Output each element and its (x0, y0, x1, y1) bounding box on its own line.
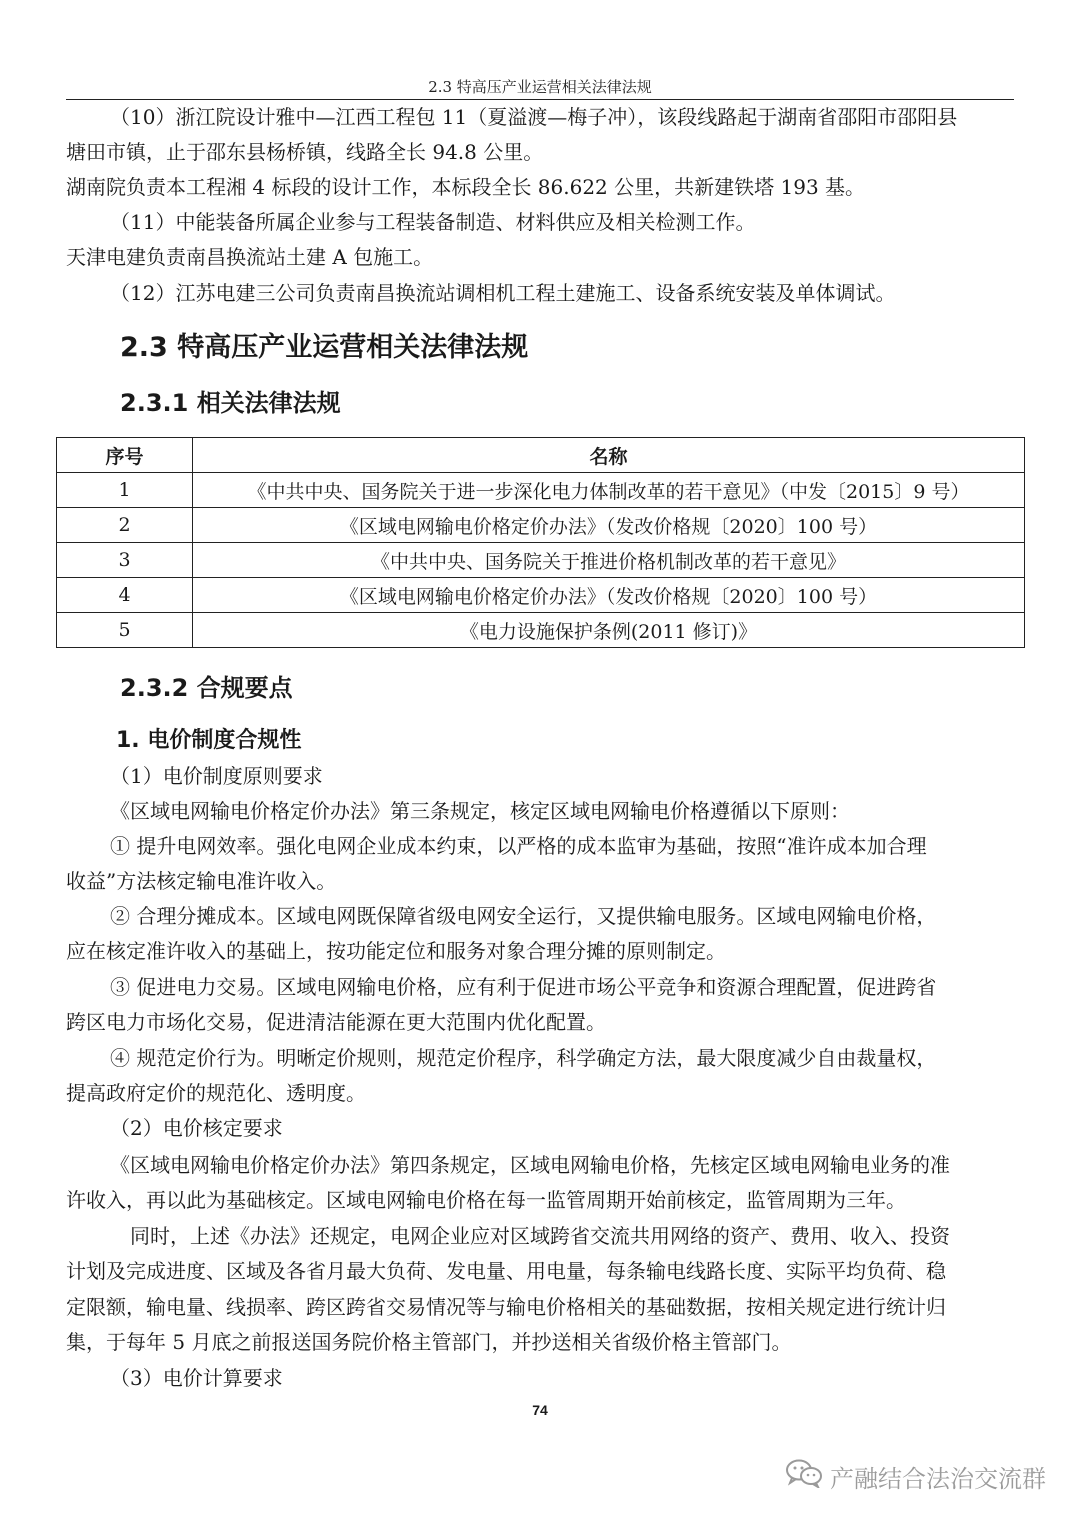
column-header-name: 名称 (193, 438, 1025, 473)
row-number: 2 (57, 508, 193, 543)
row-law-name: 《中共中央、国务院关于进一步深化电力体制改革的若干意见》（中发〔2015〕9 号） (193, 473, 1025, 508)
row-law-name: 《区域电网输电价格定价办法》（发改价格规〔2020〕100 号） (193, 508, 1025, 543)
page-number: 74 (532, 1402, 548, 1418)
paragraph-line: 天津电建负责南昌换流站土建 A 包施工。 (66, 245, 434, 269)
row-number: 5 (57, 613, 193, 648)
paragraph-line: 湖南院负责本工程湘 4 标段的设计工作，本标段全长 86.622 公里，共新建铁塔 193 基。 (66, 175, 866, 199)
paragraph-line: 《区域电网输电价格定价办法》第三条规定，核定区域电网输电价格遵循以下原则： (110, 799, 850, 823)
watermark (784, 1458, 1046, 1494)
paragraph-line: 应在核定准许收入的基础上，按功能定位和服务对象合理分摊的原则制定。 (66, 939, 726, 963)
paragraph-line: 同时，上述《办法》还规定，电网企业应对区域跨省交流共用网络的资产、费用、收入、投资 (130, 1224, 950, 1248)
paragraph-line: （10）浙江院设计雅中—江西工程包 11（夏溢渡—梅子冲），该段线路起于湖南省邵阳市邵阳县 (110, 105, 958, 129)
row-number: 4 (57, 578, 193, 613)
row-number: 1 (57, 473, 193, 508)
paragraph-line: 许收入，再以此为基础核定。区域电网输电价格在每一监管周期开始前核定，监管周期为三年。 (66, 1188, 906, 1212)
wechat-icon (784, 1458, 824, 1494)
section-heading: 2.3 特高压产业运营相关法律法规 (120, 332, 529, 363)
paragraph-line: 收益”方法核定输电准许收入。 (66, 869, 337, 893)
table-row (57, 613, 1025, 648)
paragraph-line: ③ 促进电力交易。区域电网输电价格，应有利于促进市场公平竞争和资源合理配置，促进跨省 (110, 975, 937, 999)
row-law-name: 《电力设施保护条例(2011 修订)》 (193, 613, 1025, 648)
subsection-heading: 2.3.2 合规要点 (120, 674, 293, 702)
paragraph-line: 集，于每年 5 月底之前报送国务院价格主管部门，并抄送相关省级价格主管部门。 (66, 1330, 792, 1354)
paragraph-line: 提高政府定价的规范化、透明度。 (66, 1081, 366, 1105)
paragraph-line: （11）中能装备所属企业参与工程装备制造、材料供应及相关检测工作。 (110, 210, 756, 234)
table-header-row (57, 438, 1025, 473)
watermark-text: 产融结合法治交流群 (830, 1464, 1046, 1493)
paragraph-line: （3）电价计算要求 (110, 1366, 283, 1390)
running-header: 2.3 特高压产业运营相关法律法规 (428, 78, 652, 96)
paragraph-line: 计划及完成进度、区域及各省月最大负荷、发电量、用电量，每条输电线路长度、实际平均负荷、稳 (66, 1259, 946, 1283)
laws-table (56, 437, 1025, 648)
paragraph-line: ② 合理分摊成本。区域电网既保障省级电网安全运行，又提供输电服务。区域电网输电价格， (110, 904, 937, 928)
subsection-heading: 2.3.1 相关法律法规 (120, 389, 341, 417)
subsubsection-heading: 1. 电价制度合规性 (116, 728, 302, 753)
column-header-no: 序号 (57, 438, 193, 473)
paragraph-line: （12）江苏电建三公司负责南昌换流站调相机工程土建施工、设备系统安装及单体调试。 (110, 281, 896, 305)
row-law-name: 《区域电网输电价格定价办法》（发改价格规〔2020〕100 号） (193, 578, 1025, 613)
paragraph-line: ① 提升电网效率。强化电网企业成本约束，以严格的成本监审为基础，按照“准许成本加合理 (110, 834, 927, 858)
table-row (57, 543, 1025, 578)
paragraph-line: 《区域电网输电价格定价办法》第四条规定，区域电网输电价格，先核定区域电网输电业务的准 (110, 1153, 950, 1177)
paragraph-line: 定限额，输电量、线损率、跨区跨省交易情况等与输电价格相关的基础数据，按相关规定进行统计归 (66, 1295, 946, 1319)
table-row (57, 578, 1025, 613)
paragraph-line: 塘田市镇，止于邵东县杨桥镇，线路全长 94.8 公里。 (66, 140, 544, 164)
table-row (57, 473, 1025, 508)
table-row (57, 508, 1025, 543)
paragraph-line: （2）电价核定要求 (110, 1116, 283, 1140)
paragraph-line: ④ 规范定价行为。明晰定价规则，规范定价程序，科学确定方法，最大限度减少自由裁量权， (110, 1046, 937, 1070)
paragraph-line: 跨区电力市场化交易，促进清洁能源在更大范围内优化配置。 (66, 1010, 606, 1034)
paragraph-line: （1）电价制度原则要求 (110, 764, 323, 788)
row-law-name: 《中共中央、国务院关于推进价格机制改革的若干意见》 (193, 543, 1025, 578)
row-number: 3 (57, 543, 193, 578)
